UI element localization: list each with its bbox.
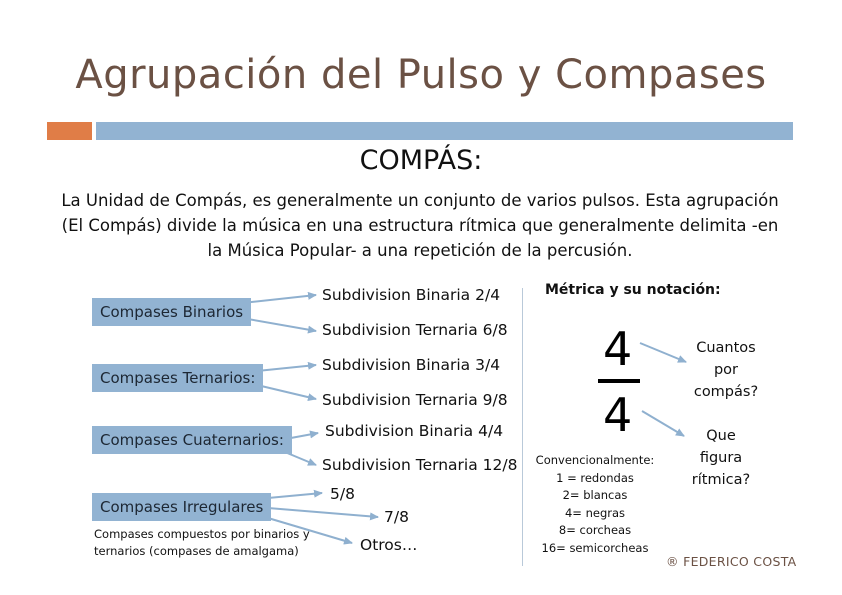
arrow-ternarios-3-4 [257,365,316,371]
sub-5-8: 5/8 [330,485,355,503]
sub-ternaria-12-8: Subdivision Ternaria 12/8 [322,456,518,474]
denominator-question-line: Que [706,428,736,444]
irregular-note: Compases compuestos por binarios y ternarios (compases de amalgama) [94,527,310,558]
metric-heading: Métrica y su notación: [545,282,721,298]
group-irregulares: Compases Irregulares [92,493,271,521]
copyright-text: ® FEDERICO COSTA [666,554,797,569]
arrow-numerator-question [640,343,686,362]
arrow-irregulares-7-8 [268,508,378,517]
section-heading: COMPÁS: [359,145,483,176]
sub-ternaria-6-8: Subdivision Ternaria 6/8 [322,321,508,339]
column-divider [522,288,523,566]
group-binarios: Compases Binarios [92,298,251,326]
denominator-question [681,425,761,491]
sub-ternaria-9-8: Subdivision Ternaria 9/8 [322,391,508,409]
slide-title: Agrupación del Pulso y Compases [75,52,767,98]
fraction-bar [598,379,640,383]
denominator-question-line: figura [699,450,743,466]
group-cuaternarios: Compases Cuaternarios: [92,426,292,454]
convention-item: 1 = redondas [556,470,634,485]
group-ternarios: Compases Ternarios: [92,364,263,392]
time-signature-numerator: 4 [603,322,633,376]
arrow-irregulares-5-8 [268,493,322,498]
convention-item: 8= corcheas [558,523,632,537]
convention-item: 4= negras [564,505,626,520]
numerator-question-line: Cuantos [696,340,756,356]
sub-binaria-4-4: Subdivision Binaria 4/4 [325,422,504,440]
sub-binaria-2-4: Subdivision Binaria 2/4 [322,286,501,304]
numerator-question [686,337,766,403]
arrow-denominator-question [642,411,684,436]
convention-item: 2= blancas [562,488,628,502]
sub-binaria-3-4: Subdivision Binaria 3/4 [322,356,501,374]
arrow-binarios-6-8 [242,318,316,331]
time-signature-denominator: 4 [603,388,633,442]
sub-7-8: 7/8 [384,508,409,526]
intro-paragraph: La Unidad de Compás, es generalmente un conjunto de varios pulsos. Esta agrupación (El Compás) divide la música en una estructura rítmica que generalmente delimita -en la Música Popular- a una repetición de la percusión. [61,191,779,260]
numerator-question-line: compás? [693,384,759,400]
sub-otros: Otros… [360,536,418,554]
conventions-title: Convencionalmente: [535,453,655,467]
numerator-question-line: por [713,362,739,378]
denominator-question-line: rítmica? [691,472,751,488]
arrow-binarios-2-4 [242,295,316,303]
arrow-ternarios-9-8 [257,385,316,399]
convention-item: 16= semicorcheas [541,540,649,555]
conventions-list [535,452,655,557]
